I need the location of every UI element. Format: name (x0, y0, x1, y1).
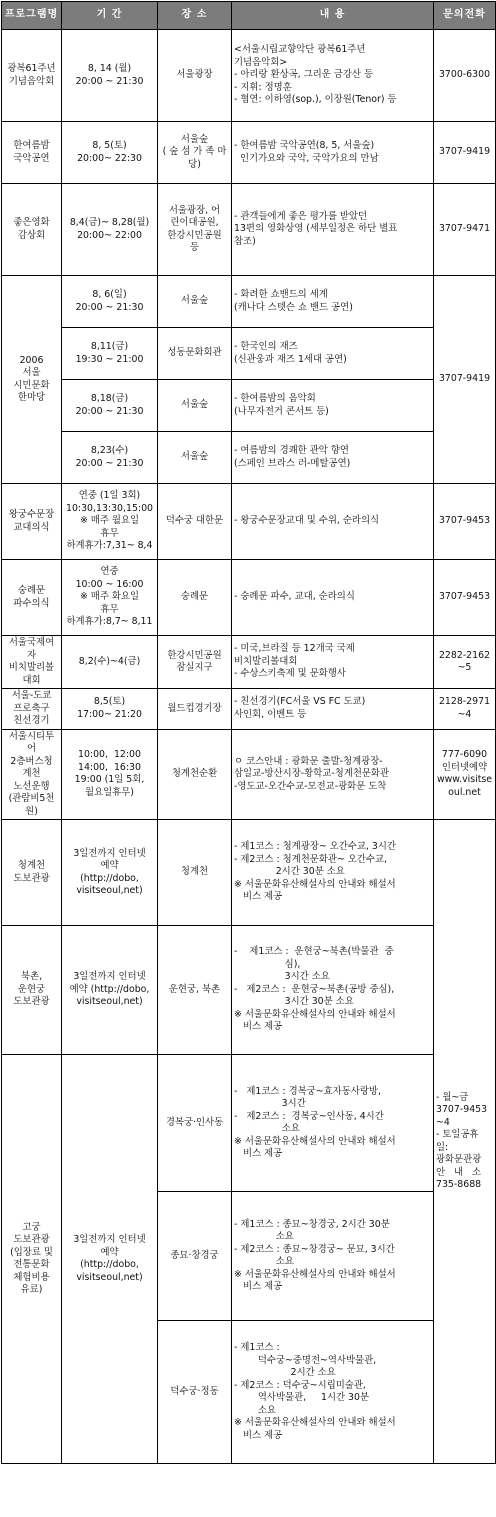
period-cell-line: 8,23(수) (90, 445, 129, 456)
period-cell (62, 30, 158, 122)
table-row (2, 30, 496, 122)
place-cell-line: 서울광장 (176, 69, 213, 81)
period-cell-line: 8,4(금)~ 8,28(월) (69, 217, 150, 228)
place-cell (158, 1192, 232, 1321)
content-cell-line: - 제1코스 : 경복궁~효자동사랑방, (234, 1085, 381, 1097)
program-name-line: 도보관광 (13, 1234, 50, 1245)
events-table (1, 1, 496, 1464)
period-cell-line: ※ 매주 화요일 (79, 591, 140, 603)
period-cell-line: 연중 (100, 566, 119, 578)
place-cell-line: 청계천 (180, 866, 209, 878)
content-cell-line: - 아리랑 환상곡, 그리운 금강산 등 (234, 69, 373, 81)
content-cell-line: - 협연: 이하영(sop.), 이장원(Tenor) 등 (234, 94, 397, 106)
table-row (2, 926, 496, 1055)
period-cell (62, 729, 158, 820)
content-cell (232, 276, 434, 328)
program-name-line: 숭례문 (17, 585, 46, 596)
content-cell-line: 소요 (234, 1404, 276, 1416)
content-cell-line: - 왕궁수문장교대 및 수위, 순라의식 (234, 515, 380, 527)
program-name-line: 서울국제여 (8, 637, 55, 648)
program-name (2, 184, 62, 276)
program-name-line: 광복61주년 (7, 63, 56, 74)
table-row (2, 184, 496, 276)
content-cell (232, 122, 434, 184)
content-cell-line: ※ 서울문화유산해설사의 안내와 해설서 (234, 1135, 396, 1147)
content-cell (232, 184, 434, 276)
place-cell (158, 689, 232, 730)
content-cell (232, 484, 434, 560)
program-name-line: 좋은영화 (13, 217, 50, 228)
program-name-line: 도보관광 (13, 872, 50, 884)
phone-cell-line: 3707-9471 (438, 223, 491, 235)
phone-cell (434, 276, 496, 484)
period-cell (62, 484, 158, 560)
program-name-line: 노선운행 (13, 780, 50, 792)
content-cell-line: - 제2코스 : 운현궁~북촌(공방 중심), (234, 983, 395, 995)
place-cell (158, 184, 232, 276)
period-cell-line: (http://dobo, (80, 872, 139, 884)
place-cell-line: 숭례문 (180, 591, 209, 603)
place-cell-line: 등 (189, 242, 200, 253)
period-cell-line: visitseoul,net) (76, 1271, 143, 1283)
place-cell-line: 서울숲 (180, 451, 209, 463)
period-cell-line: 10:00, 12:00 (78, 749, 141, 761)
table-row (2, 328, 496, 380)
table-row (2, 484, 496, 560)
content-cell-line: ※ 서울문화유산해설사의 안내와 해설서 (234, 1417, 396, 1428)
content-cell-line: 13편의 영화상영 (세부일정은 하단 별표 (234, 223, 398, 235)
place-cell-line: 성동문화회관 (167, 347, 222, 359)
content-cell-line: - 숭례문 파수, 교대, 순라의식 (234, 591, 355, 603)
phone-cell-line: 3707-9453 (438, 515, 491, 527)
content-cell (232, 328, 434, 380)
program-name-line: 유료) (20, 1284, 43, 1295)
program-name (2, 729, 62, 820)
place-cell-line: 서울숲 (180, 295, 209, 307)
place-cell-line: 경복궁·인사동 (165, 1116, 224, 1128)
program-name-line: 어 (26, 743, 37, 754)
place-cell (158, 1055, 232, 1192)
table-row (2, 636, 496, 689)
place-cell-line: 청계천순환 (171, 768, 218, 779)
phone-cell-line: 735-8688 (436, 1179, 482, 1190)
table-row (2, 689, 496, 730)
program-name-line: 대회 (22, 674, 41, 686)
content-cell-line: 비스 제공 (234, 891, 283, 903)
program-name-line: 2006 (19, 354, 44, 366)
content-cell-line: 소요 (234, 1123, 300, 1134)
phone-cell-line: 3707-9419 (438, 373, 491, 385)
period-cell-line: 예약 (100, 1246, 119, 1258)
period-cell-line: 10:30,13:30,15:00 (65, 502, 153, 514)
program-name-line: 청계천 (17, 860, 46, 871)
phone-cell-line: 3700-6300 (438, 69, 491, 81)
place-cell-line: 잠실지구 (176, 662, 213, 673)
period-cell-line: 19:00 (1일 5회, (74, 774, 145, 786)
content-cell-line: ※ 서울문화유산해설사의 안내와 해설서 (234, 1008, 396, 1020)
content-cell-line: (나무자전거 콘서트 등) (234, 405, 329, 417)
place-cell (158, 122, 232, 184)
content-cell (232, 1192, 434, 1321)
period-cell-line: (http://dobo, (80, 1259, 139, 1270)
period-cell (62, 1055, 158, 1464)
period-cell-line: 8,11(금) (90, 341, 129, 352)
header-phone: 문의전화 (434, 2, 496, 30)
content-cell-line: - 제1코스 : (234, 1342, 280, 1353)
header-content: 내 용 (232, 2, 434, 30)
period-cell-line: 월요일휴무) (85, 786, 134, 798)
table-row (2, 276, 496, 328)
content-cell-line: 삼일교-방산시장-황학교-청계천문화관 (234, 768, 390, 779)
content-cell-line: ㅇ 코스안내 : 광화문 출발-청계광장- (234, 755, 383, 767)
period-cell-line: ※ 매주 월요일 (79, 515, 140, 527)
phone-cell-line: 3707-9453 (436, 1104, 488, 1115)
phone-cell-line: 3707-9419 (438, 146, 491, 158)
program-name-line: 프로축구 (13, 702, 50, 714)
place-cell-line: 덕수궁 대한문 (165, 515, 224, 527)
period-cell-line: 하계휴가:7,31~ 8,4 (66, 540, 153, 552)
phone-cell (434, 30, 496, 122)
phone-cell (434, 636, 496, 689)
content-cell-line: 사인회, 이벤트 등 (234, 708, 307, 720)
period-cell-line: 8,5(토) (93, 696, 126, 708)
period-cell-line: 휴무 (100, 603, 119, 615)
program-name (2, 560, 62, 636)
content-cell-line: - 화려한 쇼밴드의 세계 (234, 289, 328, 300)
table-row (2, 122, 496, 184)
place-cell-line: 운현궁, 북촌 (168, 983, 221, 995)
place-cell (158, 820, 232, 926)
table-row (2, 1055, 496, 1192)
period-cell-line: 3일전까지 인터넷 (73, 1234, 146, 1245)
phone-cell-line: ~4 (436, 1116, 450, 1128)
place-cell (158, 432, 232, 484)
events-body (2, 30, 496, 1464)
period-cell-line: 하계휴가:8,7~ 8,11 (66, 616, 153, 628)
content-cell-line: - 수상스키축제 및 문화행사 (234, 668, 346, 680)
content-cell (232, 560, 434, 636)
content-cell-line: 3시간 소요 (234, 971, 330, 983)
program-name-line: (관람비5천 (8, 793, 55, 804)
place-cell-line: 서울숲 (180, 133, 209, 145)
program-name (2, 820, 62, 926)
place-cell (158, 484, 232, 560)
program-name-line: 2층버스청 (10, 755, 53, 767)
content-cell-line: - 지휘: 정명훈 (234, 81, 292, 93)
place-cell (158, 328, 232, 380)
content-cell-line: 소요 (234, 1231, 294, 1242)
phone-cell-line: 2128-2971 (438, 696, 491, 708)
period-cell-line: 20:00 ~ 21:30 (75, 457, 144, 469)
period-cell-line: 8, 5(토) (92, 140, 127, 151)
phone-cell-line: - 월~금 (436, 1091, 469, 1103)
content-cell (232, 636, 434, 689)
content-cell-line: - 한여름밤 국악공연(8, 5, 서울숲) (234, 140, 375, 151)
content-cell-line: - 관객들에게 좋은 평가를 받았던 (234, 210, 368, 222)
place-cell-line: 당) (188, 158, 201, 170)
phone-cell-line: 광화문관광 (436, 1154, 482, 1165)
program-name-line: 서울-도쿄 (11, 690, 52, 701)
program-name-line: 자 (26, 649, 37, 661)
header-program: 프로그램명 (2, 2, 62, 30)
period-cell-line: visitseoul,net) (76, 996, 143, 1008)
content-cell (232, 820, 434, 926)
program-name-line: 친선경기 (13, 715, 50, 726)
program-name-line: 감상회 (17, 229, 46, 241)
period-cell-line: 20:00 ~ 21:30 (75, 75, 144, 87)
period-cell (62, 926, 158, 1055)
program-name-line: 교대의식 (13, 521, 50, 533)
place-cell-line: 한강시민공원 (167, 229, 222, 241)
period-cell (62, 328, 158, 380)
table-row (2, 820, 496, 926)
period-cell-line: 예약 (http://dobo, (69, 983, 150, 995)
phone-cell-line: 3707-9453 (438, 591, 491, 603)
table-row (2, 560, 496, 636)
phone-cell-line: - 토일공휴 (436, 1129, 479, 1140)
period-cell-line: 3일전까지 인터넷 (73, 971, 146, 983)
content-cell-line: 비스 제공 (234, 1021, 283, 1033)
phone-cell-line: www.visitse (436, 774, 493, 786)
phone-cell (434, 122, 496, 184)
period-cell-line: 연중 (1일 3회) (78, 490, 141, 502)
content-cell (232, 926, 434, 1055)
period-cell-line: 10:00 ~ 16:00 (75, 578, 144, 590)
period-cell (62, 560, 158, 636)
content-cell (232, 1321, 434, 1464)
header-period: 기 간 (62, 2, 158, 30)
period-cell-line: 14:00, 16:30 (78, 761, 141, 773)
phone-cell (434, 184, 496, 276)
phone-cell-line: 안 내 소 (436, 1166, 482, 1178)
phone-cell-line: 인터넷예약 (441, 761, 488, 773)
phone-cell (434, 729, 496, 820)
content-cell-line: <서울시립교향악단 광복61주년 (234, 44, 366, 56)
program-name (2, 484, 62, 560)
place-cell (158, 560, 232, 636)
content-cell-line: 2시간 30분 소요 (234, 866, 345, 878)
place-cell (158, 380, 232, 432)
place-cell-line: 덕수궁·정동 (170, 1385, 219, 1397)
program-name-line: 왕궁수문장 (8, 509, 55, 520)
period-cell (62, 432, 158, 484)
content-cell-line: ※ 서울문화유산해설사의 안내와 해설서 (234, 878, 396, 890)
phone-cell-line: ~4 (457, 708, 472, 720)
phone-cell (434, 689, 496, 730)
program-name-line: 전통문화 (13, 1259, 50, 1270)
table-row (2, 729, 496, 820)
period-cell-line: 17:00~ 21:20 (77, 708, 142, 720)
period-cell-line: 20:00~ 22:30 (77, 152, 142, 164)
table-row (2, 380, 496, 432)
content-cell-line: (캐나다 스텟슨 쇼 밴드 공연) (234, 301, 353, 313)
content-cell-line: ※ 서울문화유산해설사의 안내와 해설서 (234, 1268, 396, 1280)
content-cell-line: - 제1코스 : 종묘~창경궁, 2시간 30분 (234, 1218, 390, 1230)
place-cell (158, 30, 232, 122)
place-cell (158, 276, 232, 328)
phone-cell-line: 2282-2162 (438, 649, 491, 661)
phone-cell (434, 560, 496, 636)
phone-cell (434, 484, 496, 560)
content-cell (232, 30, 434, 122)
place-cell-line: 한강시민공원 (167, 649, 222, 661)
program-name-line: 서울 (22, 367, 41, 378)
content-cell-line: 비스 제공 (234, 1281, 283, 1292)
content-cell (232, 689, 434, 730)
period-cell-line: 20:00 ~ 21:30 (75, 405, 144, 417)
program-name-line: 계천 (22, 768, 41, 779)
place-cell (158, 729, 232, 820)
phone-cell-line: 777-6090 (441, 749, 488, 761)
content-cell-line: 덕수궁~중명전~역사박물관, (234, 1354, 377, 1366)
place-cell-line: 서울숲 (180, 399, 209, 411)
content-cell-line: 참조) (234, 235, 256, 247)
period-cell (62, 276, 158, 328)
period-cell-line: 3일전까지 인터넷 (73, 847, 146, 859)
content-cell-line: - 미국,브라질 등 12개국 국제 (234, 643, 355, 655)
content-cell-line: - 제1코스 : 청계광장~ 오간수교, 3시간 (234, 841, 396, 853)
program-name (2, 926, 62, 1055)
place-cell-line: ( 숲 섬 가 족 마 (162, 146, 227, 158)
program-name-line: (입장료 및 (10, 1246, 53, 1258)
period-cell (62, 380, 158, 432)
period-cell-line: visitseoul,net) (76, 885, 143, 896)
program-name-line: 파수의식 (13, 597, 50, 609)
content-cell-line: 3시간 30분 소요 (234, 996, 354, 1008)
content-cell-line: 비치발리볼대회 (234, 655, 298, 667)
period-cell-line: 예약 (100, 860, 119, 871)
period-cell (62, 636, 158, 689)
program-name-line: 기념음악회 (8, 75, 55, 87)
period-cell (62, 820, 158, 926)
content-cell-line: 인기가요와 국악, 국악가요의 만남 (234, 152, 379, 164)
place-cell-line: 린이대공원, (170, 217, 219, 228)
phone-cell-line: oul.net (448, 786, 481, 798)
place-cell (158, 1321, 232, 1464)
place-cell-line: 월드컵경기장 (167, 702, 222, 714)
period-cell-line: 20:00~ 22:00 (77, 229, 142, 241)
content-cell-line: 역사박물관, 1시간 30분 (234, 1392, 370, 1403)
program-name (2, 122, 62, 184)
table-row (2, 432, 496, 484)
content-cell-line: - 제2코스 : 종묘~창경궁~ 문묘, 3시간 (234, 1243, 395, 1255)
period-cell (62, 184, 158, 276)
content-cell-line: - 제2코스 : 덕수궁~시립미술관, (234, 1379, 366, 1391)
content-cell-line: 심), (234, 958, 301, 970)
phone-cell (434, 820, 496, 1464)
program-name (2, 276, 62, 484)
period-cell-line: 휴무 (100, 527, 119, 539)
program-name (2, 1055, 62, 1464)
program-name-line: 한마당 (17, 392, 46, 403)
content-cell-line: - 한국인의 재즈 (234, 341, 298, 352)
program-name-line: 체험비용 (13, 1271, 50, 1283)
period-cell-line: 8, 6(일) (92, 289, 127, 300)
program-name (2, 30, 62, 122)
period-cell (62, 122, 158, 184)
content-cell-line: - 여름밤의 경쾌한 관악 향연 (234, 445, 349, 456)
header-row (2, 2, 496, 30)
program-name-line: 운현궁 (17, 983, 46, 995)
content-cell-line: 3시간 (234, 1098, 306, 1109)
program-name-line: 북촌, (20, 971, 43, 983)
content-cell-line: 2시간 소요 (234, 1367, 336, 1378)
header-place: 장 소 (158, 2, 232, 30)
program-name-line: 국악공연 (13, 152, 50, 164)
phone-cell-line: 일: (436, 1141, 449, 1153)
period-cell-line: 19:30 ~ 21:00 (75, 353, 144, 365)
period-cell-line: 8,18(금) (90, 393, 129, 404)
period-cell-line: 8,2(수)~4(금) (78, 655, 141, 667)
content-cell (232, 380, 434, 432)
content-cell-line: - 제2코스 : 경복궁~인사동, 4시간 (234, 1110, 384, 1122)
content-cell-line: (신관웅과 재즈 1세대 공연) (234, 353, 347, 365)
place-cell-line: 서울광장, 어 (168, 204, 221, 216)
content-cell-line: - 친선경기(FC서울 VS FC 도쿄) (234, 696, 366, 708)
program-name-line: 고궁 (22, 1221, 41, 1233)
content-cell (232, 432, 434, 484)
program-name-line: 서울시티투 (8, 730, 55, 742)
program-name-line: 비치발리볼 (8, 662, 55, 673)
content-cell-line: - 한여름밤의 음악회 (234, 393, 316, 404)
program-name-line: 시민문화 (13, 379, 50, 391)
period-cell-line: 20:00 ~ 21:30 (75, 301, 144, 313)
program-name (2, 636, 62, 689)
content-cell-line: 비스 제공 (234, 1429, 283, 1441)
content-cell (232, 729, 434, 820)
program-name-line: 도보관광 (13, 996, 50, 1008)
period-cell-line: 8, 14 (월) (87, 63, 132, 74)
content-cell-line: 소요 (234, 1256, 294, 1267)
period-cell (62, 689, 158, 730)
phone-cell-line: ~5 (457, 662, 472, 673)
content-cell-line: - 제2코스 : 청계천문화관~ 오간수교, (234, 853, 387, 865)
place-cell (158, 926, 232, 1055)
content-cell-line: 기념음악회> (234, 56, 288, 68)
content-cell-line: - 제1코스 : 운현궁~북촌(박물관 중 (234, 946, 394, 958)
content-cell-line: 비스 제공 (234, 1148, 283, 1159)
program-name-line: 한여름밤 (13, 140, 50, 151)
program-name-line: 원) (25, 805, 38, 817)
program-name (2, 689, 62, 730)
place-cell (158, 636, 232, 689)
place-cell-line: 종묘·창경궁 (170, 1249, 219, 1261)
content-cell-line: -영도교-오간수교-모전교-광화문 도착 (234, 780, 387, 792)
content-cell-line: (스페인 브라스 러-메탈공연) (234, 457, 351, 469)
content-cell (232, 1055, 434, 1192)
